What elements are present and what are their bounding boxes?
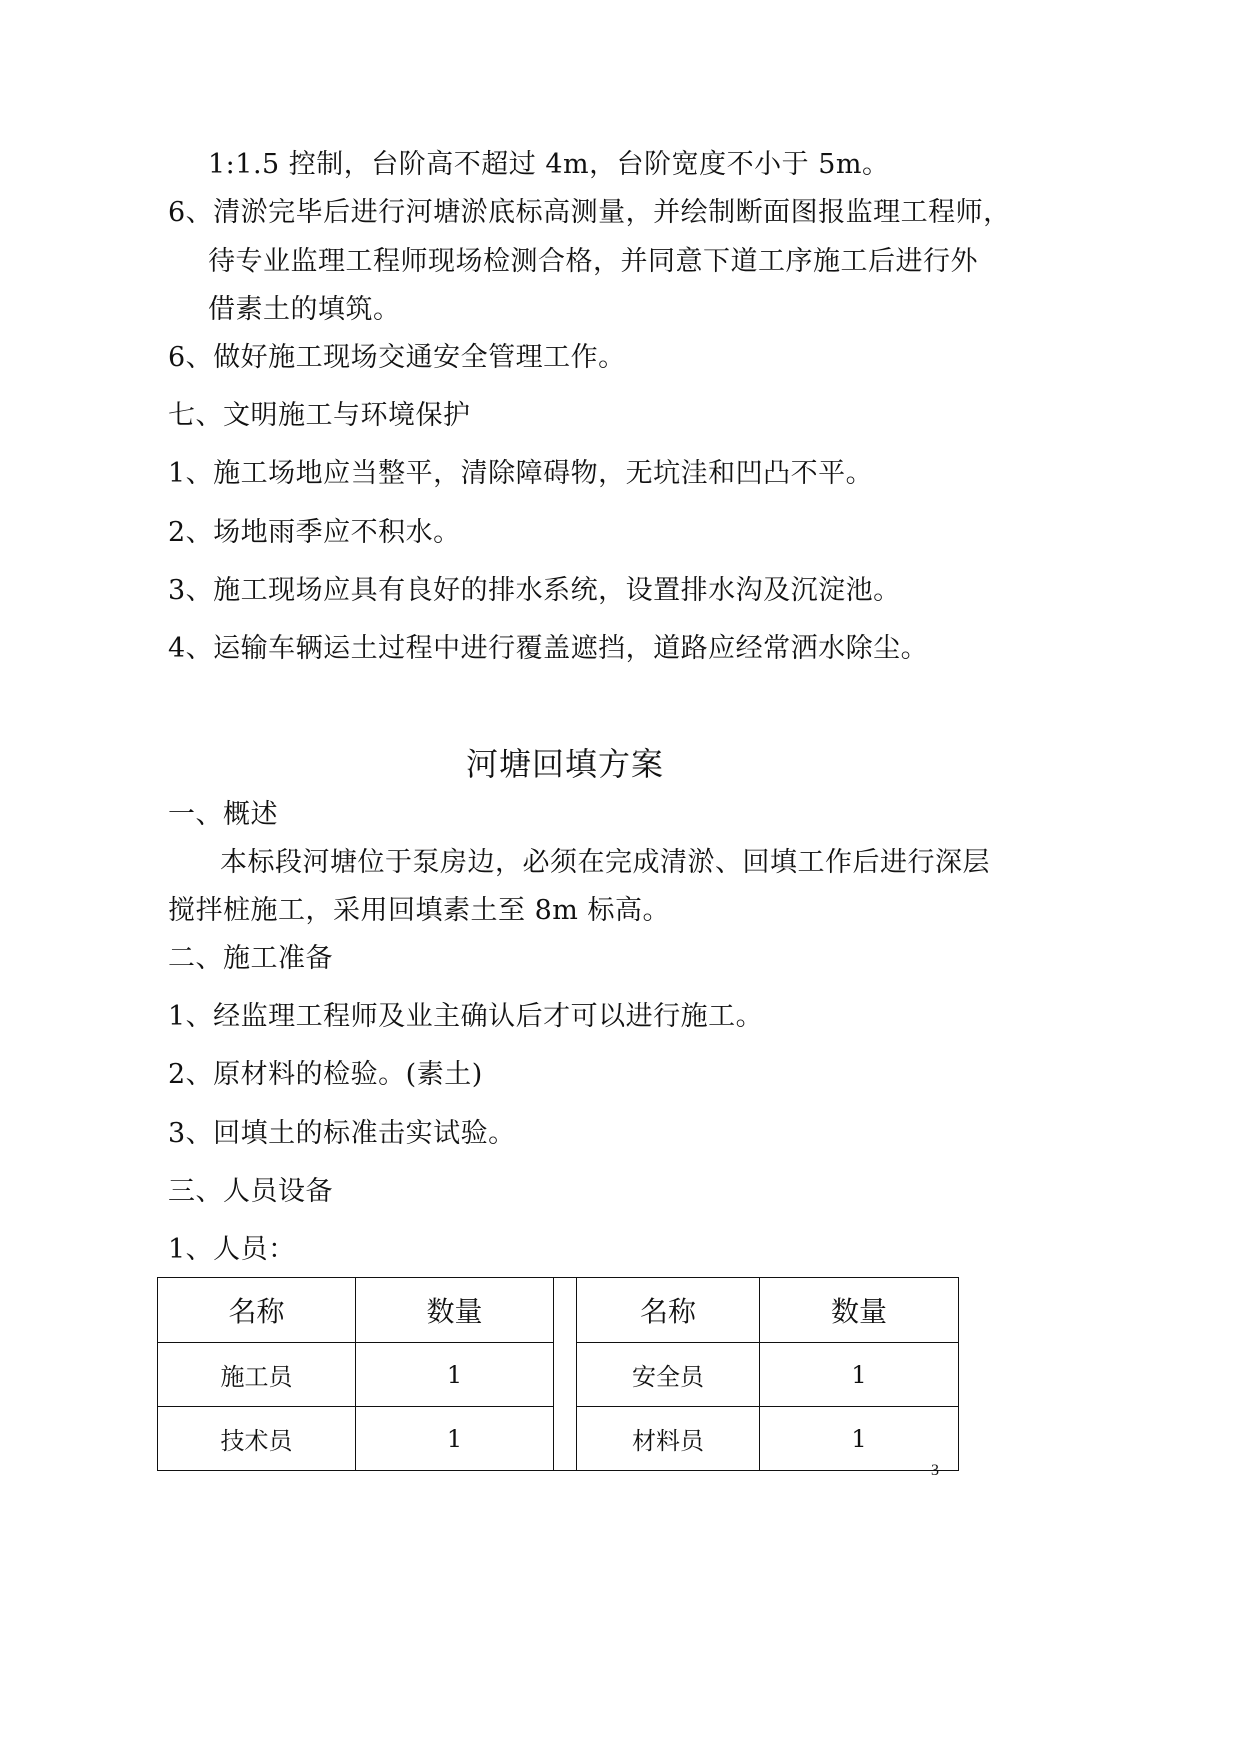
table-cell: 1	[356, 1343, 554, 1407]
table-cell: 安全员	[577, 1343, 760, 1407]
table-header-cell: 名称	[158, 1278, 356, 1343]
table-cell: 1	[760, 1407, 959, 1471]
table-row	[158, 1407, 959, 1471]
table-cell: 技术员	[158, 1407, 356, 1471]
section-heading: 二、施工准备	[168, 943, 333, 974]
text-line: 待专业监理工程师现场检测合格，并同意下道工序施工后进行外	[208, 246, 978, 277]
text-line: 6、清淤完毕后进行河塘淤底标高测量，并绘制断面图报监理工程师，	[168, 197, 1011, 228]
text-line: 3、施工现场应具有良好的排水系统，设置排水沟及沉淀池。	[168, 575, 901, 606]
table-header-cell: 名称	[577, 1278, 760, 1343]
table-header-row	[158, 1278, 959, 1343]
text-line: 1、人员：	[168, 1234, 296, 1265]
table-divider	[554, 1343, 577, 1407]
text-line: 3、回填土的标准击实试验。	[168, 1118, 516, 1149]
document-title: 河塘回填方案	[466, 745, 665, 783]
table-divider	[554, 1407, 577, 1471]
table-row	[158, 1343, 959, 1407]
text-line: 借素土的填筑。	[208, 294, 401, 325]
table-cell: 材料员	[577, 1407, 760, 1471]
section-heading: 三、人员设备	[168, 1176, 333, 1207]
table-header-cell: 数量	[760, 1278, 959, 1343]
table-cell: 1	[760, 1343, 959, 1407]
table-divider	[554, 1278, 577, 1343]
text-line: 2、场地雨季应不积水。	[168, 517, 461, 548]
text-line: 4、运输车辆运土过程中进行覆盖遮挡，道路应经常洒水除尘。	[168, 633, 929, 664]
text-line: 搅拌桩施工，采用回填素土至 8m 标高。	[168, 895, 670, 926]
text-line: 6、做好施工现场交通安全管理工作。	[168, 342, 626, 373]
text-line: 1、经监理工程师及业主确认后才可以进行施工。	[168, 1001, 764, 1032]
text-line: 2、原材料的检验。(素土)	[168, 1059, 483, 1090]
section-heading: 七、文明施工与环境保护	[168, 400, 471, 431]
text-line: 1:1.5 控制，台阶高不超过 4m，台阶宽度不小于 5m。	[208, 149, 890, 180]
section-heading: 一、概述	[168, 799, 278, 830]
text-line: 本标段河塘位于泵房边，必须在完成清淤、回填工作后进行深层	[220, 847, 990, 878]
table-header-cell: 数量	[356, 1278, 554, 1343]
page-number: 3	[931, 1462, 939, 1479]
text-line: 1、施工场地应当整平，清除障碍物，无坑洼和凹凸不平。	[168, 458, 874, 489]
table-cell: 施工员	[158, 1343, 356, 1407]
table-cell: 1	[356, 1407, 554, 1471]
staff-table	[157, 1277, 959, 1471]
